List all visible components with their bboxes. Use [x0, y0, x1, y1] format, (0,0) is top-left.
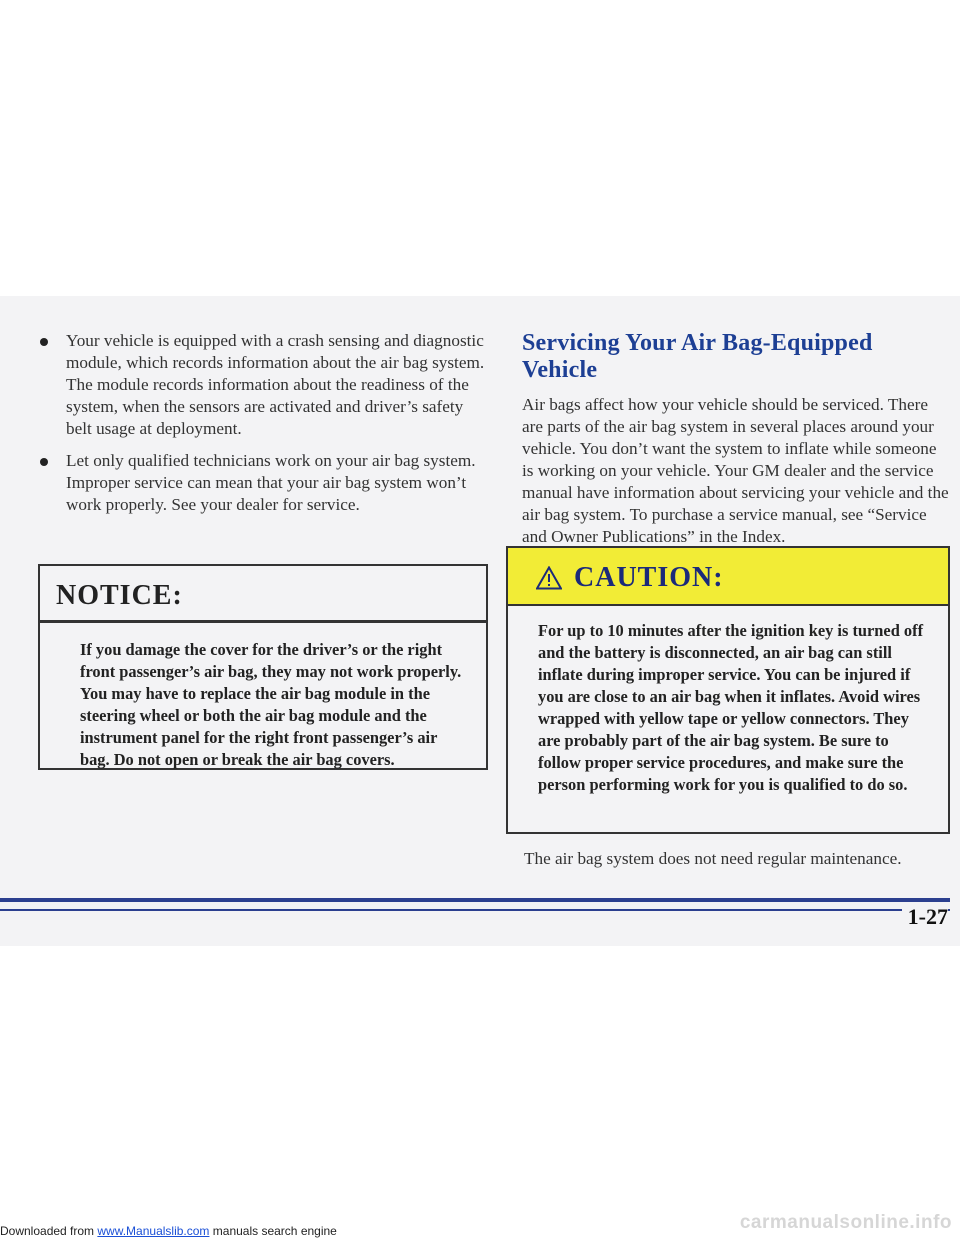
footer-rule-thick	[0, 898, 950, 902]
page-number: 1-27	[902, 904, 948, 930]
downloaded-suffix: manuals search engine	[209, 1224, 337, 1238]
bullet-dot-icon	[40, 458, 48, 466]
bullet-dot-icon	[40, 338, 48, 346]
left-column	[38, 330, 490, 526]
maintenance-note: The air bag system does not need regular maintenance.	[524, 849, 902, 868]
notice-text: If you damage the cover for the driver’s or the right front passenger’s air bag, they may not work properly. You may have to replace the air bag module in the steering wheel or both the air bag module and the instrument panel for the right front passenger’s air bag. Do not open or break the air bag covers.	[80, 640, 462, 769]
downloaded-prefix: Downloaded from	[0, 1224, 98, 1238]
caution-title: CAUTION:	[574, 562, 724, 593]
footer-rule-thin	[0, 909, 950, 911]
watermark: carmanualsonline.info	[739, 1212, 952, 1233]
right-column	[522, 330, 950, 548]
downloaded-banner	[0, 1224, 337, 1242]
section-title: Servicing Your Air Bag-Equipped Vehicle	[522, 330, 873, 383]
bullet-item	[38, 450, 490, 516]
section-body: Air bags affect how your vehicle should be serviced. There are parts of the air bag system in several places around your vehicle. You don’t want the system to inflate while someone is working on your vehicle. Your GM dealer and the service manual have information about servicing your vehicle and the air bag system. To purchase a service manual, see “Service and Owner Publications” in the Index.	[522, 395, 949, 546]
caution-box	[506, 546, 950, 834]
bullet-text: Your vehicle is equipped with a crash sensing and diagnostic module, which records information about the air bag system. The module records information about the readiness of the system, when the sensors are activated and driver’s safety belt usage at deployment.	[66, 331, 485, 438]
notice-title: NOTICE:	[56, 580, 183, 611]
caution-header	[508, 548, 948, 606]
notice-box	[38, 564, 488, 770]
warning-triangle-icon	[536, 566, 562, 590]
manualslib-link[interactable]: www.Manualslib.com	[97, 1224, 210, 1238]
caution-text: For up to 10 minutes after the ignition key is turned off and the battery is disconnected, an air bag can still inflate during improper service. You can be injured if you are close to an air bag when it inflates. Avoid wires wrapped with yellow tape or yellow connectors. They are probably part of the air bag system. Be sure to follow proper service procedures, and make sure the person performing work for you is qualified to do so.	[538, 621, 924, 794]
bullet-text: Let only qualified technicians work on your air bag system. Improper service can mean that your air bag system won’t work properly. See your dealer for service.	[66, 451, 476, 514]
bullet-item	[38, 330, 490, 440]
